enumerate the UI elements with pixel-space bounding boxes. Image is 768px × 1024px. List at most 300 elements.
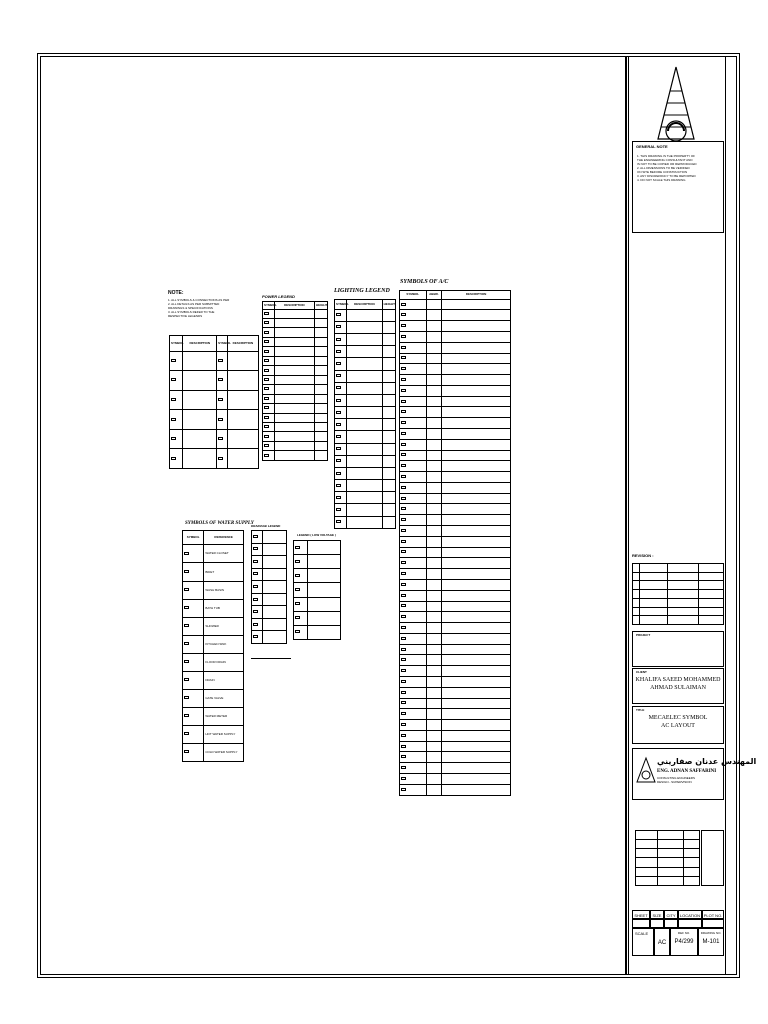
water-cell [183,581,204,599]
notes-cell [183,449,217,469]
revision-cell [667,616,698,625]
low-voltage-cell [294,625,308,639]
drainage-cell [252,556,263,569]
ac-cell [426,450,442,461]
legend-symbol-icon [253,623,258,626]
drainage-row [252,631,287,644]
legend-symbol-icon [264,416,269,419]
legend-symbol-icon [401,701,406,704]
power-cell [274,423,314,432]
signature-cell [683,867,699,876]
lighting-cell [335,394,347,406]
ac-cell [426,364,442,375]
power-row [263,356,328,365]
ac-cell [426,569,442,580]
signature-cell [658,831,684,840]
drainage-cell [252,531,263,544]
legend-symbol-icon [336,423,341,426]
lighting-cell [347,455,382,467]
ac-cell [400,364,427,375]
lighting-cell [382,346,395,358]
legend-symbol-icon [295,616,300,619]
water-cell [183,617,204,635]
legend-symbol-icon [264,454,269,457]
water-cell: COLD WATER SUPPLY [204,743,244,761]
power-row [263,347,328,356]
legend-symbol-icon [264,425,269,428]
power-cell [314,337,327,346]
lighting-cell [382,309,395,321]
lighting-cell [382,516,395,528]
lighting-cell [335,431,347,443]
power-cell [314,319,327,328]
firm-box [632,748,757,800]
ac-row [400,342,511,353]
legend-symbol-icon [184,606,189,609]
low-voltage-row [294,597,341,611]
water-row [183,707,244,725]
notes-cell [183,371,217,391]
power-cell [274,375,314,384]
firm-arabic-name: المهندس عدنان صفاريني [657,757,757,766]
revision-cell [640,564,667,573]
ac-cell [400,612,427,623]
legend-symbol-icon [264,359,269,362]
revision-cell [698,572,724,581]
ac-cell [400,569,427,580]
legend-symbol-icon [184,570,189,573]
legend-symbol-icon [336,313,341,316]
ac-cell [426,493,442,504]
water-row [183,635,244,653]
drainage-table [251,530,287,644]
lighting-cell [347,419,382,431]
ac-cell [442,547,511,558]
power-cell [263,394,275,403]
legend-symbol-icon [184,714,189,717]
ac-cell [426,536,442,547]
legend-symbol-icon [336,386,341,389]
revision-table [632,563,724,625]
power-row [263,337,328,346]
legend-symbol-icon [401,443,406,446]
ac-cell [400,321,427,332]
notes-cell [217,449,228,469]
general-note-line: THE ENGINEERING CONSULTANT AND [637,158,693,162]
lighting-cell [347,407,382,419]
water-cell: FLOOR DRAIN [204,653,244,671]
legend-symbol-icon [218,378,223,381]
revision-cell [640,572,667,581]
legend-symbol-icon [401,777,406,780]
ac-cell [442,407,511,418]
water-cell [183,653,204,671]
power-header-cell: DESCRIPTION [274,302,314,310]
ac-cell [400,536,427,547]
ac-row [400,407,511,418]
revision-cell [633,572,640,581]
ac-cell [426,375,442,386]
revision-cell [698,564,724,573]
general-note-line: 3. ANY DISCREPANCY TO BE REPORTED [637,174,696,178]
ac-row [400,418,511,429]
revision-cell [640,607,667,616]
drainage-row [252,606,287,619]
power-cell [274,356,314,365]
lighting-cell [382,419,395,431]
legend-symbol-icon [184,696,189,699]
ac-row [400,623,511,634]
legend-symbol-icon [401,550,406,553]
lighting-row [335,394,396,406]
lighting-row [335,419,396,431]
drainage-cell [262,593,287,606]
revision-cell [667,581,698,590]
legend-symbol-icon [401,303,406,306]
ac-row [400,612,511,623]
ac-row [400,644,511,655]
ac-cell [426,698,442,709]
ac-cell [426,730,442,741]
notes-symbol-table [169,335,259,469]
ac-row [400,655,511,666]
dept-code: AC [657,940,667,946]
power-header-row [263,302,328,310]
low-voltage-cell [308,597,341,611]
legend-symbol-icon [401,680,406,683]
power-cell [274,337,314,346]
notes-cell [170,449,183,469]
ac-cell [426,644,442,655]
ac-row [400,763,511,774]
ac-row [400,698,511,709]
power-cell [274,328,314,337]
signature-cell [683,849,699,858]
lighting-cell [335,419,347,431]
drainage-row [252,618,287,631]
ac-cell [426,504,442,515]
notes-cell [227,449,258,469]
client-name-line1: KHALIFA SAEED MOHAMMED [635,677,721,683]
lighting-cell [347,504,382,516]
legend-symbol-icon [295,588,300,591]
lighting-cell [382,480,395,492]
ac-cell [426,331,442,342]
lighting-legend-table [334,299,396,529]
lighting-row [335,516,396,528]
ac-cell [442,687,511,698]
firm-name: ENG. ADNAN SAFFARINI [657,769,717,774]
firm-sub2: DESIGN - SUPERVISION [657,780,692,784]
power-cell [314,328,327,337]
titleblock-divider [625,56,627,975]
low-voltage-row [294,555,341,569]
revision-title: REVISION : [632,553,654,558]
power-row [263,451,328,461]
signature-cell [658,858,684,867]
ac-cell [400,730,427,741]
revision-cell [667,598,698,607]
lighting-cell [335,407,347,419]
water-cell [183,635,204,653]
power-header-cell: SYMBOL [263,302,275,310]
power-cell [314,366,327,375]
notes-cell [227,371,258,391]
firm-logo [652,65,700,145]
ac-cell [442,709,511,720]
legend-symbol-icon [401,540,406,543]
ac-cell [400,375,427,386]
sheet-value-cell [650,919,664,928]
ac-row [400,299,511,310]
general-note-line: IS NOT TO BE COPIED OR REPRODUCED [637,162,697,166]
ac-cell [426,774,442,785]
signature-cell [683,858,699,867]
water-cell: BATH TUB [204,599,244,617]
power-cell [263,309,275,318]
sheet-header-cell: LOCATION [678,910,702,919]
lighting-cell [347,334,382,346]
ac-cell [442,385,511,396]
power-cell [314,432,327,441]
power-row [263,375,328,384]
water-cell: BIDET [204,563,244,581]
ac-cell [442,655,511,666]
sheet-header-cell: SIZE [650,910,664,919]
water-cell [183,671,204,689]
ac-cell [400,633,427,644]
ac-cell [442,526,511,537]
power-row [263,404,328,413]
revision-row [633,572,724,581]
sheet-header-cell: CITY [664,910,678,919]
sheet-value-cell [664,919,678,928]
firm-mark-icon [636,757,656,783]
ac-cell [442,472,511,483]
low-voltage-table [293,540,341,640]
lighting-cell [335,309,347,321]
note-line: DRAWINGS & SPECIFICATIONS [168,306,213,310]
low-voltage-cell [294,583,308,597]
notes-cell [217,371,228,391]
ac-cell [426,439,442,450]
ac-row [400,375,511,386]
ac-cell [426,612,442,623]
ac-row [400,687,511,698]
lighting-cell [382,455,395,467]
sheet-value-cell [702,919,724,928]
lighting-cell [382,358,395,370]
drainage-cell [262,543,287,556]
ac-cell [442,515,511,526]
water-cell [183,689,204,707]
signature-cell [636,840,658,849]
legend-symbol-icon [218,398,223,401]
ac-row [400,472,511,483]
revision-cell [698,590,724,599]
legend-symbol-icon [264,378,269,381]
legend-symbol-icon [264,406,269,409]
legend-symbol-icon [401,723,406,726]
ac-cell [400,526,427,537]
drainage-cell [262,631,287,644]
ac-cell [400,439,427,450]
legend-symbol-icon [295,602,300,605]
ac-cell [442,633,511,644]
water-row [183,599,244,617]
notes-cell [227,390,258,410]
ac-cell [426,687,442,698]
notes-cell [170,371,183,391]
legend-symbol-icon [401,755,406,758]
ac-cell [426,396,442,407]
ac-cell [426,547,442,558]
ac-cell [400,418,427,429]
lighting-row [335,309,396,321]
revision-cell [633,590,640,599]
drainage-cell [262,606,287,619]
legend-symbol-icon [401,400,406,403]
legend-symbol-icon [253,535,258,538]
power-cell [314,375,327,384]
water-row [183,689,244,707]
general-note-line: 2. ALL DIMENSIONS TO BE VERIFIED [637,166,690,170]
legend-symbol-icon [253,572,258,575]
legend-symbol-icon [171,457,176,460]
ac-cell [400,590,427,601]
ref-number: P4/299 [674,939,694,945]
ac-cell [426,429,442,440]
power-cell [263,432,275,441]
legend-symbol-icon [401,507,406,510]
ac-row [400,633,511,644]
lighting-cell [382,394,395,406]
drainage-row [252,543,287,556]
signature-cell [658,840,684,849]
signature-row [636,831,700,840]
sheet-info-block [632,910,724,966]
ac-cell [442,321,511,332]
power-cell [263,328,275,337]
water-cell: KITCHEN SINK [204,635,244,653]
legend-symbol-icon [218,418,223,421]
signature-row [636,858,700,867]
ac-cell [442,676,511,687]
revision-cell [698,581,724,590]
ac-cell [400,676,427,687]
ac-cell [426,720,442,731]
ac-row [400,741,511,752]
firm-sub1: CONSULTING ENGINEERS [657,776,695,780]
legend-symbol-icon [401,572,406,575]
power-cell [263,356,275,365]
ac-cell [442,730,511,741]
notes-header-cell: SYMBOL [217,336,228,352]
notes-header-cell: DESCRIPTION [227,336,258,352]
water-row [183,563,244,581]
general-note-line: 1. THIS DRAWING IS THE PROPERTY OF [637,154,696,158]
lighting-cell [335,321,347,333]
notes-row [170,371,259,391]
revision-cell [698,598,724,607]
notes-header-row [170,336,259,352]
power-cell [263,337,275,346]
notes-header-cell: SYMBOL [170,336,183,352]
ac-cell [426,461,442,472]
power-cell [274,413,314,422]
ac-cell [442,763,511,774]
signature-row [636,840,700,849]
general-note-line: ON SITE BEFORE CONSTRUCTION [637,170,688,174]
power-row [263,366,328,375]
ac-cell [400,720,427,731]
ac-cell [400,504,427,515]
ac-cell [442,429,511,440]
legend-symbol-icon [264,340,269,343]
lighting-cell [347,516,382,528]
legend-symbol-icon [401,475,406,478]
ac-row [400,461,511,472]
revision-cell [633,616,640,625]
revision-row [633,590,724,599]
legend-symbol-icon [336,520,341,523]
revision-cell [633,607,640,616]
water-row [183,545,244,563]
power-cell [263,347,275,356]
client-name-line2: AHMAD SULAIMAN [650,685,706,691]
ac-cell [442,666,511,677]
general-note-box [632,141,724,233]
ac-cell [442,364,511,375]
ac-cell [442,418,511,429]
ac-cell [442,493,511,504]
ac-header-cell: SYMBOL [400,291,427,300]
ac-symbols-table [399,290,511,796]
low-voltage-row [294,611,341,625]
legend-symbol-icon [253,610,258,613]
note-line: 3. ALL SYMBOLS REFER TO THE [168,310,215,314]
titleblock-right-line [725,56,726,975]
ac-cell [400,623,427,634]
legend-symbol-icon [184,678,189,681]
revision-cell [633,564,640,573]
water-header-cell: REFERENCE [204,531,244,545]
ac-cell [442,299,511,310]
ac-cell [442,601,511,612]
ac-cell [400,472,427,483]
ac-cell [400,342,427,353]
drainage-title: DRAINAGE LEGEND [251,524,281,528]
ac-row [400,558,511,569]
legend-symbol-icon [336,484,341,487]
ac-cell [442,720,511,731]
ac-cell [442,342,511,353]
lighting-row [335,382,396,394]
legend-symbol-icon [401,497,406,500]
ac-cell [426,752,442,763]
legend-symbol-icon [264,435,269,438]
ac-cell [400,601,427,612]
lighting-row [335,492,396,504]
project-box [632,631,724,667]
drainage-cell [252,543,263,556]
lighting-cell [347,346,382,358]
power-cell [274,385,314,394]
legend-symbol-icon [401,529,406,532]
note-line: RESPECTIVE LEGENDS [168,314,203,318]
ac-row [400,720,511,731]
legend-symbol-icon [184,660,189,663]
